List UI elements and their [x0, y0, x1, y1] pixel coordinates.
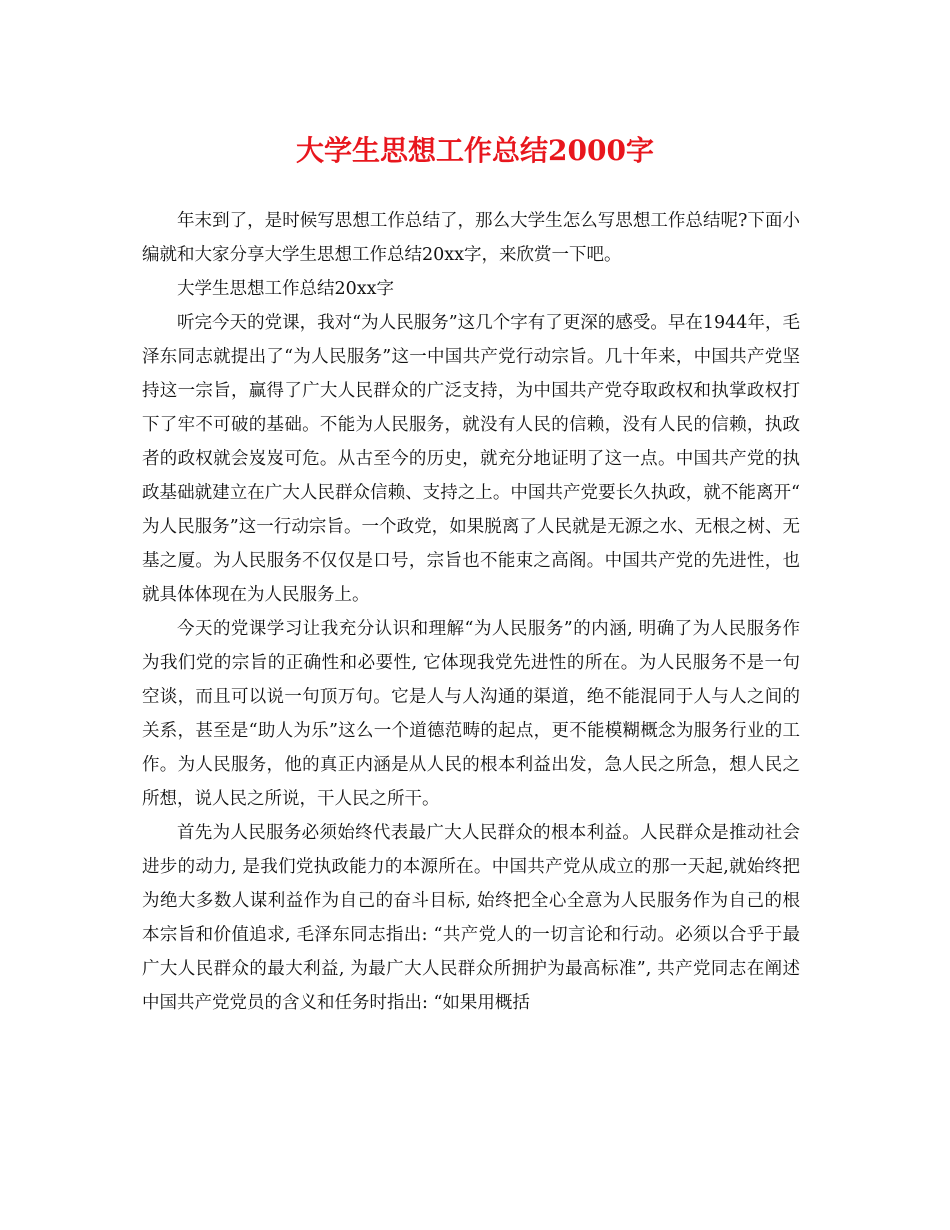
body-paragraph: 听完今天的党课，我对“为人民服务”这几个字有了更深的感受。早在1944年，毛泽东同志就提出了“为人民服务”这一中国共产党行动宗旨。几十年来，中国共产党坚持这一宗旨，赢得了广大人民群众的广泛支持，为中国共产党夺取政权和执掌政权打下了牢不可破的基础。不能为人民服务，就没有人民的信赖，没有人民的信赖，执政者的政权就会岌岌可危。从古至今的历史，就充分地证明了这一点。中国共产党的执政基础就建立在广大人民群众信赖、支持之上。中国共产党要长久执政，就不能离开“ 为人民服务”这一行动宗旨。一个政党，如果脱离了人民就是无源之水、无根之树、无基之厦。为人民服务不仅仅是口号，宗旨也不能束之高阁。中国共产党的先进性，也就具体体现在为人民服务上。	[142, 313, 800, 605]
body-paragraph: 今天的党课学习让我充分认识和理解“为人民服务”的内涵, 明确了为人民服务作为我们党的宗旨的正确性和必要性, 它体现我党先进性的所在。为人民服务不是一句空谈，而且可以说一句顶万句。它是人与人沟通的渠道，绝不能混同于人与人之间的关系，甚至是“助人为乐”这么一个道德范畴的起点，更不能模糊概念为服务行业的工作。为人民服务，他的真正内涵是从人民的根本利益出发，急人民之所急，想人民之所想，说人民之所说，干人民之所干。	[142, 619, 800, 809]
document-body	[142, 204, 800, 1020]
section-heading: 大学生思想工作总结20xx字	[177, 279, 395, 299]
intro-paragraph: 年末到了，是时候写思想工作总结了，那么大学生怎么写思想工作总结呢?下面小编就和大家分享大学生思想工作总结20xx字，来欣赏一下吧。	[142, 211, 800, 265]
document-title: 大学生思想工作总结2000字	[296, 134, 654, 167]
body-paragraph: 首先为人民服务必须始终代表最广大人民群众的根本利益。人民群众是推动社会进步的动力, 是我们党执政能力的本源所在。中国共产党从成立的那一天起,就始终把为绝大多数人谋利益作为自己的奋斗目标, 始终把全心全意为人民服务作为自己的根本宗旨和价值追求, 毛泽东同志指出: “共产党人的一切言论和行动。必须以合乎于最广大人民群众的最大利益, 为最广大人民群众所拥护为最高标准”, 共产党同志在阐述中国共产党党员的含义和任务时指出: “如果用概括	[142, 823, 800, 1013]
